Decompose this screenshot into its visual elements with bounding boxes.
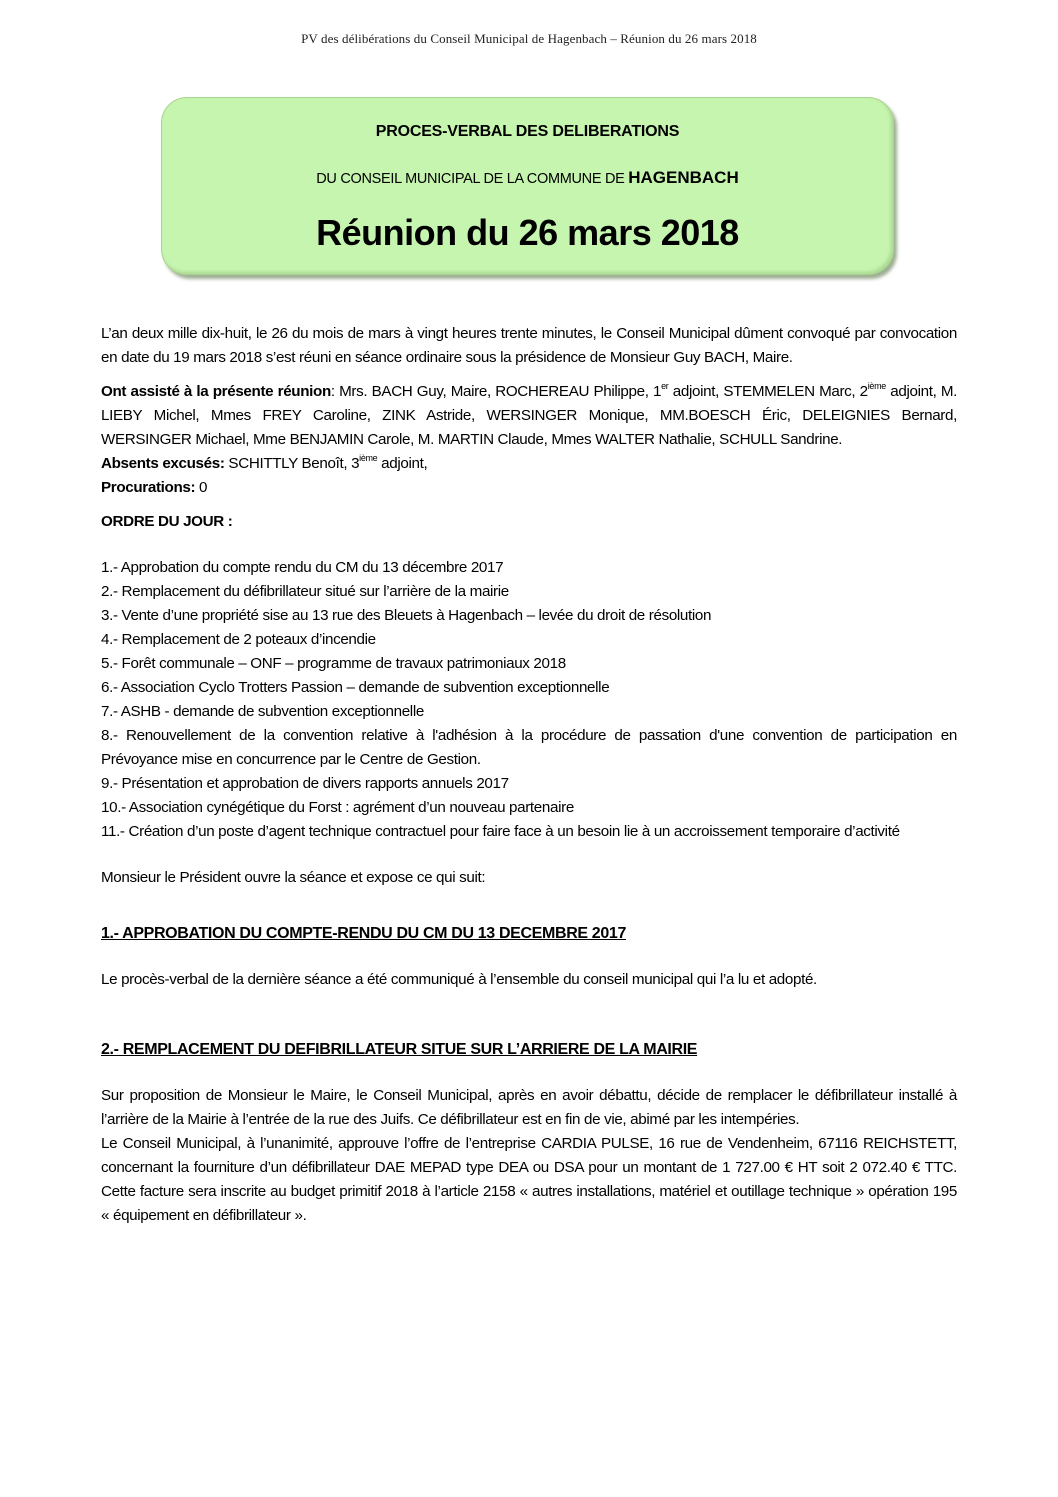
agenda-title: ORDRE DU JOUR : xyxy=(101,513,233,530)
agenda-item: 10.- Association cynégétique du Forst : agrément d’un nouveau partenaire xyxy=(101,799,574,816)
agenda-item: 6.- Association Cyclo Trotters Passion – demande de subvention exceptionnelle xyxy=(101,679,610,696)
procurations-value: 0 xyxy=(195,479,208,496)
document-body xyxy=(101,322,957,1228)
attendance-paragraph xyxy=(101,380,957,452)
procurations-label: Procurations: xyxy=(101,479,196,496)
absents-line xyxy=(101,452,957,476)
agenda-item: 2.- Remplacement du défibrillateur situé sur l’arrière de la mairie xyxy=(101,583,509,600)
section-heading-1: 1.- APPROBATION DU COMPTE-RENDU DU CM DU 13 DECEMBRE 2017 xyxy=(101,925,627,942)
title-line-2 xyxy=(162,168,893,188)
absents-label: Absents excusés: xyxy=(101,455,225,472)
superscript: er xyxy=(661,381,669,391)
agenda-item: 3.- Vente d’une propriété sise au 13 rue des Bleuets à Hagenbach – levée du droit de résolution xyxy=(101,607,712,624)
agenda-item: 11.- Création d’un poste d’agent technique contractuel pour faire face à un besoin lie à un accroissement temporaire d’activité xyxy=(101,823,900,840)
superscript: ième xyxy=(359,453,378,463)
agenda-item: 1.- Approbation du compte rendu du CM du 13 décembre 2017 xyxy=(101,559,504,576)
absents-suffix: adjoint, xyxy=(377,455,428,472)
title-line-1: PROCES-VERBAL DES DELIBERATIONS xyxy=(375,123,680,140)
agenda-item: 8.- Renouvellement de la convention relative à l'adhésion à la procédure de passation d'une convention de participation en Prévoyance mise en concurrence par le Centre de Gestion. xyxy=(101,727,957,768)
intro-paragraph: L’an deux mille dix-huit, le 26 du mois de mars à vingt heures trente minutes, le Conseil Municipal dûment convoqué par convocation en date du 19 mars 2018 s’est réuni en séance ordinaire sous la présidence de Monsieur Guy BACH, Maire. xyxy=(101,325,957,366)
commune-name: HAGENBACH xyxy=(628,168,739,187)
opening-statement: Monsieur le Président ouvre la séance et expose ce qui suit: xyxy=(101,869,486,886)
attendance-label: Ont assisté à la présente réunion xyxy=(101,383,331,400)
agenda-item: 7.- ASHB - demande de subvention exceptionnelle xyxy=(101,703,424,720)
section-heading-2: 2.- REMPLACEMENT DU DEFIBRILLATEUR SITUE SUR L’ARRIERE DE LA MAIRIE xyxy=(101,1041,698,1058)
section-1-paragraph: Le procès-verbal de la dernière séance a été communiqué à l’ensemble du conseil municipal qui l’a lu et adopté. xyxy=(101,971,817,988)
absents-text: SCHITTLY Benoît, 3 xyxy=(224,455,360,472)
section-2-paragraph-1: Sur proposition de Monsieur le Maire, le Conseil Municipal, après en avoir débattu, décide de remplacer le défibrillateur installé à l’arrière de la Mairie à l’entrée de la rue des Juifs. Ce défibrillateur est en fin de vie, abimé par les intempéries. xyxy=(101,1087,957,1128)
title-line-2-prefix: DU CONSEIL MUNICIPAL DE LA COMMUNE DE xyxy=(316,171,629,187)
agenda-item: 4.- Remplacement de 2 poteaux d’incendie xyxy=(101,631,376,648)
meeting-date-title: Réunion du 26 mars 2018 xyxy=(316,212,739,253)
procurations-line xyxy=(101,476,957,500)
superscript: ième xyxy=(867,381,886,391)
title-box xyxy=(161,97,894,275)
agenda-list xyxy=(101,556,957,844)
section-2-paragraph-2: Le Conseil Municipal, à l’unanimité, approuve l’offre de l’entreprise CARDIA PULSE, 16 rue de Vendenheim, 67116 REICHSTETT, concernant la fourniture d’un défibrillateur DAE MEPAD type DEA ou DSA pour un montant de 1 727.00 € HT soit 2 072.40 € TTC. Cette facture sera inscrite au budget primitif 2018 à l’article 2158 « autres installations, matériel et outillage technique » opération 195 « équipement en défibrillateur ». xyxy=(101,1135,957,1224)
attendance-text-1: : Mrs. BACH Guy, Maire, ROCHEREAU Philippe, 1 xyxy=(330,383,662,400)
agenda-item: 5.- Forêt communale – ONF – programme de travaux patrimoniaux 2018 xyxy=(101,655,566,672)
agenda-item: 9.- Présentation et approbation de divers rapports annuels 2017 xyxy=(101,775,509,792)
attendance-text-3: adjoint, M. LIEBY Michel, Mmes FREY Caroline, ZINK Astride, WERSINGER Monique, MM.BOESCH Éric, DELEIGNIES Bernard, WERSINGER Michael, Mme BENJAMIN Carole, M. MARTIN Claude, Mmes WALTER Nathalie, SCHULL Sandrine. xyxy=(101,383,957,448)
running-header: PV des délibérations du Conseil Municipal de Hagenbach – Réunion du 26 mars 2018 xyxy=(301,31,757,46)
attendance-text-2: adjoint, STEMMELEN Marc, 2 xyxy=(668,383,868,400)
